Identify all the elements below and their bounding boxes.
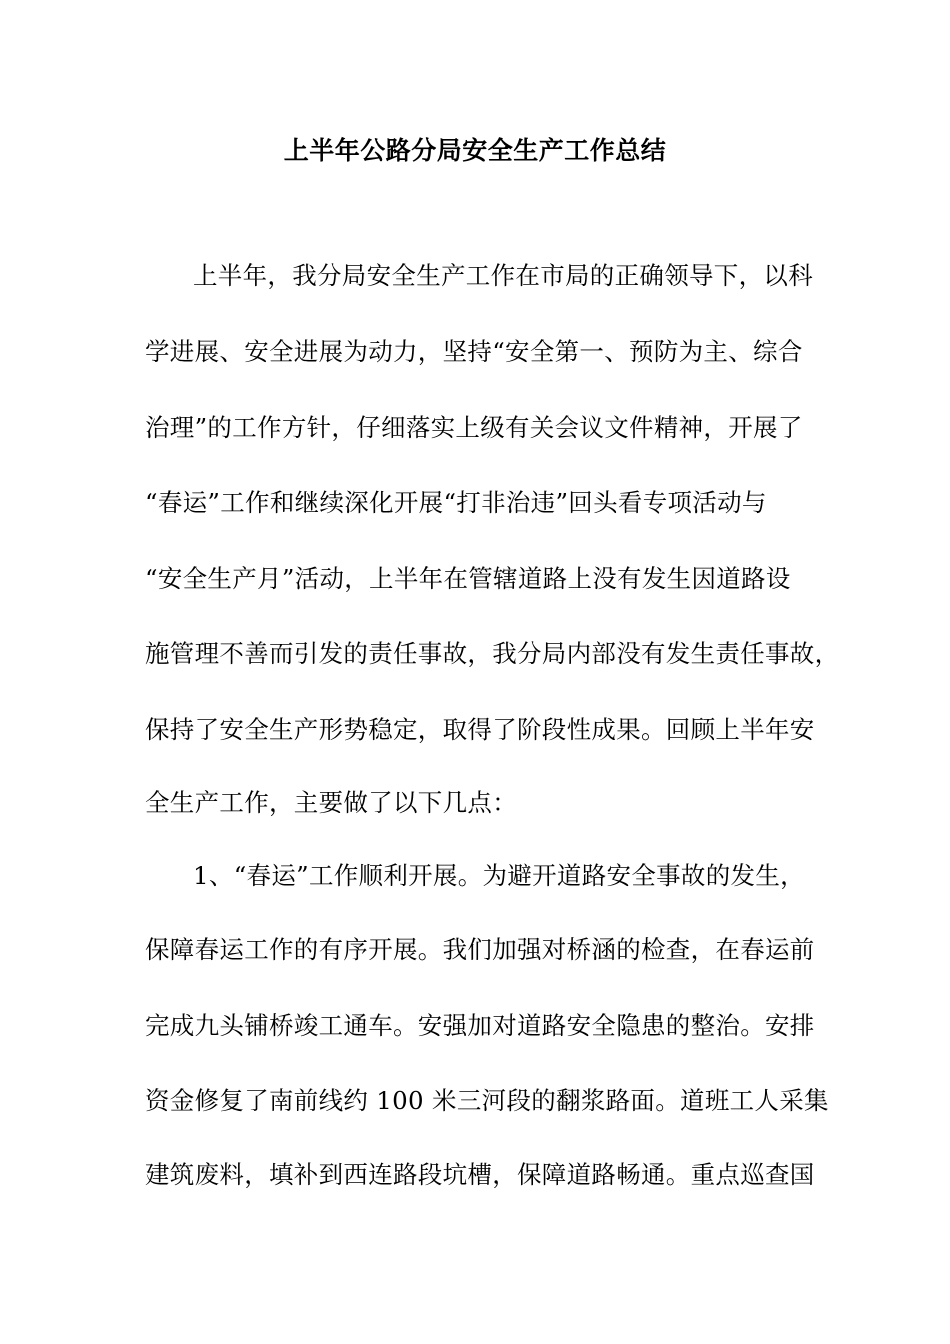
document-title: 上半年公路分局安全生产工作总结	[283, 136, 667, 165]
paragraph-line: “春运”工作和继续深化开展“打非治违”回头看专项活动与	[145, 488, 767, 517]
paragraph-line: 全生产工作，主要做了以下几点：	[145, 788, 517, 817]
paragraph-line: 完成九头铺桥竣工通车。安强加对道路安全隐患的整治。安排	[145, 1011, 815, 1040]
paragraph-line: 资金修复了南前线约 100 米三河段的翻浆路面。道班工人采集	[145, 1086, 829, 1115]
paragraph-line: “安全生产月”活动，上半年在管辖道路上没有发生因道路设	[145, 564, 791, 593]
paragraph-line: 治理”的工作方针，仔细落实上级有关会议文件精神，开展了	[145, 413, 803, 442]
paragraph-line: 保持了安全生产形势稳定，取得了阶段性成果。回顾上半年安	[145, 715, 815, 744]
paragraph-line: 施管理不善而引发的责任事故，我分局内部没有发生责任事故，	[145, 639, 840, 668]
paragraph-line: 学进展、安全进展为动力，坚持“安全第一、预防为主、综合	[145, 337, 803, 366]
paragraph-line: 建筑废料，填补到西连路段坑槽，保障道路畅通。重点巡查国	[145, 1160, 815, 1189]
paragraph-line: 保障春运工作的有序开展。我们加强对桥涵的检查，在春运前	[145, 935, 815, 964]
paragraph-line: 上半年，我分局安全生产工作在市局的正确领导下，以科	[193, 261, 813, 290]
paragraph-line: 1、“春运”工作顺利开展。为避开道路安全事故的发生，	[193, 861, 805, 890]
